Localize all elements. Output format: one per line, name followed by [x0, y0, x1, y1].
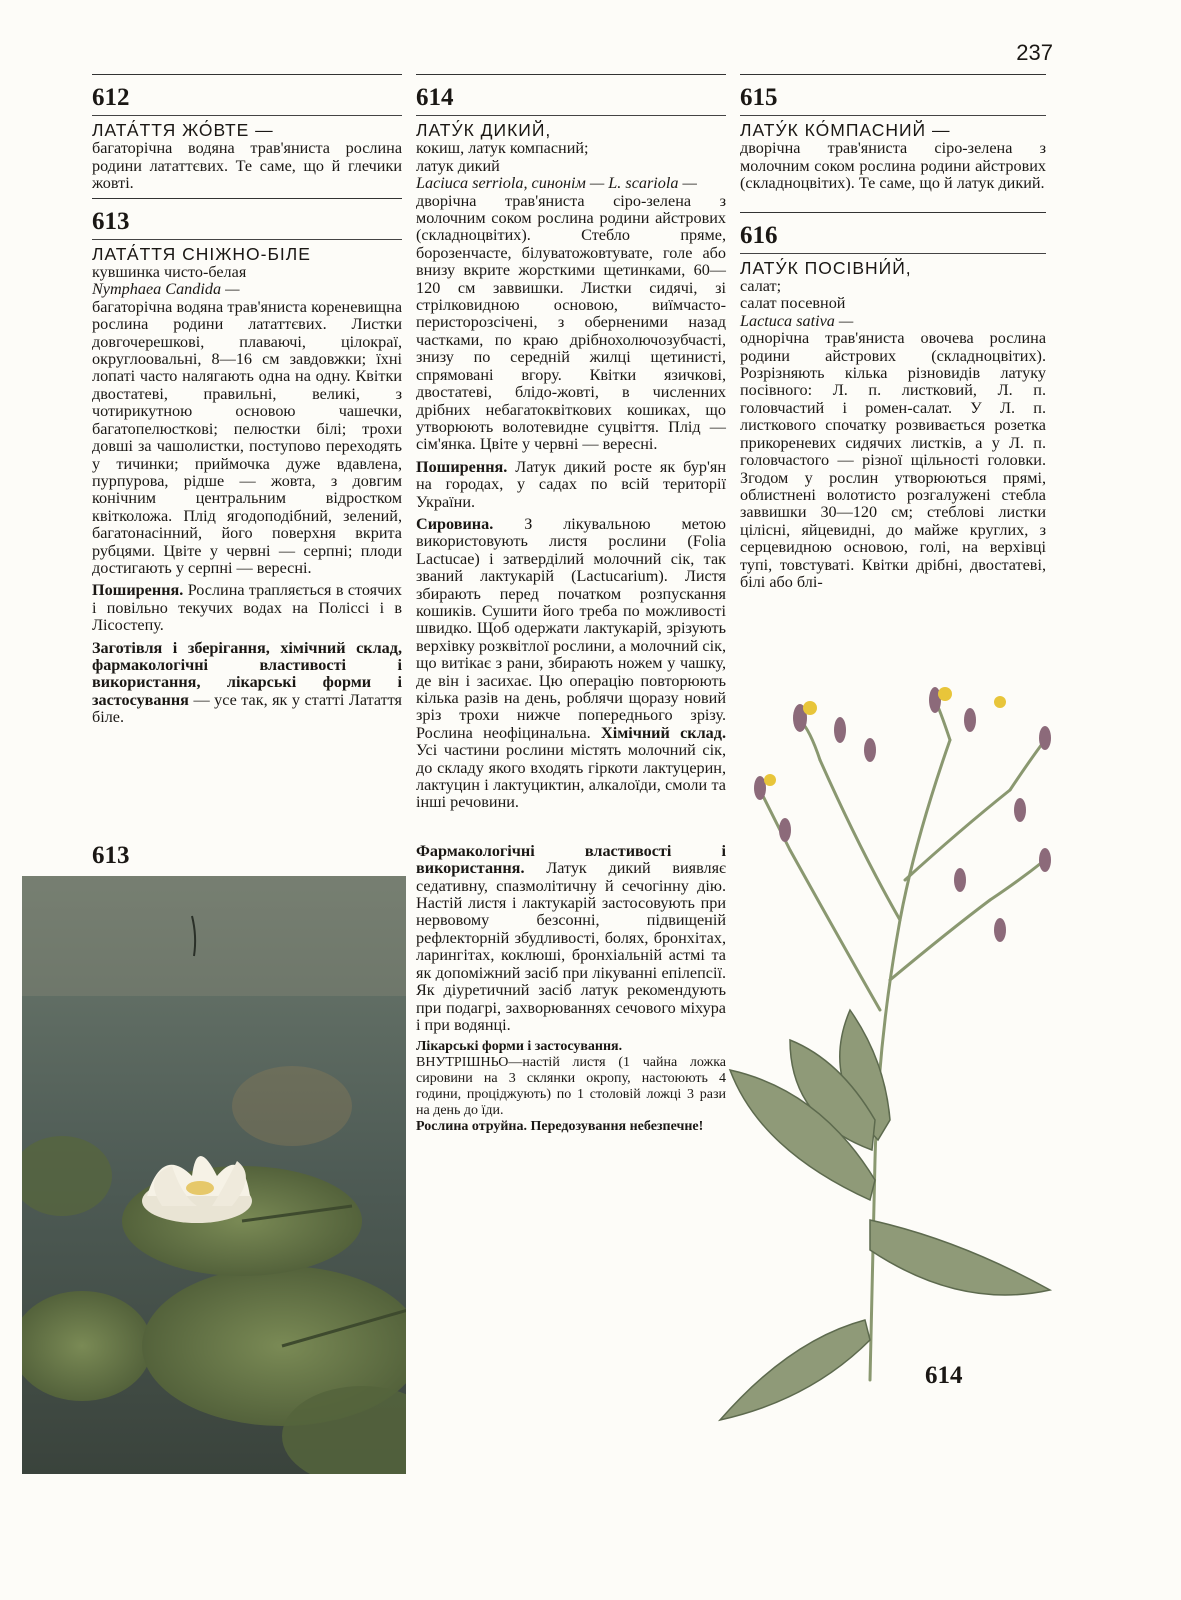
entry-number: 616 — [740, 221, 778, 249]
synonym: кувшинка чисто-белая — [92, 263, 247, 282]
synonym: салат; — [740, 277, 782, 296]
divider — [92, 115, 402, 116]
column-2 — [416, 70, 726, 1140]
entry-body: дворічна трав'яниста сіро-зелена з молочним соком рослина родини айстрових (складноцвітих). Стебло пряме, борозенчасте, білуватожовтувате, голе або внизу вкрите жорсткими щетинками, 60—120 см заввишки. Листки сидячі, зі стрілковидною основою, виїмчасто-перисторозсічені, з оберненими назад частками, по краю дрібнохолючозубчасті, знизу по середній жилці щетинисті, спрямовані вгору. Квітки язичкові, двостатеві, блідо-жовті, в численних дрібних небагатоквіткових кошиках, що утворюють волотевидне суцвіття. Плід — сім'янка. Цвіте у червні — вересні. — [416, 191, 726, 454]
spread-text: Латук дикий росте як бур'ян на городах, у садах по всій території України. — [416, 457, 726, 511]
divider — [740, 212, 1046, 213]
spread-text: Рослина трапляється в стоячих і повільно текучих водах на Поліссі і в Лісостепу. — [92, 581, 402, 635]
prep-paragraph — [92, 640, 402, 727]
entry-body: однорічна трав'яниста овочева рослина родини айстрових (складноцвітих). Розрізняють кілька різновидів латуку посівного: Л. п. листковий, Л. п. головчастий і ромен-салат. У Л. п. листкового спочатку розвивається розетка прикореневих сидячих листків, а у Л. п. головчастого — різної щільності головки. Згодом у рослин утворюються прямі, облистнені волотисто розгалужені стебла заввишки 30—120 см; стеблові листки цілісні, яйцевидні, до майже круглих, з серцевидною основою, голі, на верхівці тупі, товстуваті. Квітки дрібні, двостатеві, білі або блі- — [740, 329, 1046, 591]
entry-title: ЛАТУ́К КО́МПАСНИЙ — — [740, 120, 951, 140]
divider — [416, 115, 726, 116]
lettuce-leaves — [720, 1010, 1050, 1420]
dosage-paragraph — [416, 1039, 726, 1135]
spread-paragraph — [416, 459, 726, 511]
yellow-flowers — [764, 687, 1006, 786]
entry-body: багаторічна водяна трав'яниста кореневищна рослина родини лататтєвих. Листки довгочерешкові, плаваючі, цілокраї, округлоовальні, 8—16 см завдовжки; їхні лопаті часто налягають одна на одну. Квітки двостатеві, правильні, великі, з чотирикутною основою чашечки, багатопелюсткові; пелюстки білі; трохи довші за чашолистки, поступово переходять у тичинки; приймочка дуже вдавлена, пурпурова, рідше — жовта, з довгим конічним центральним відростком квітколожа. Плід ягодоподібний, зелений, багатонасінний, його поверхня вкрита рубцями. Цвіте у червні — серпні; плоди достигають у серпні — вересні. — [92, 297, 402, 577]
latin-name: Laciuca serriola, синонім — L. scariola — — [416, 174, 697, 193]
raw-material-paragraph — [416, 516, 726, 812]
entry-number: 615 — [740, 84, 778, 111]
entry-title: ЛАТА́ТТЯ СНІЖНО-БІЛЕ — [92, 243, 311, 264]
figure-caption-614: 614 — [925, 1362, 963, 1389]
spread-label: Поширення. — [92, 581, 184, 600]
entry-body: багаторічна водяна трав'яниста рослина родини лататтєвих. Те саме, що й глечики жовті. — [92, 139, 402, 193]
water-lily-photo — [22, 876, 406, 1474]
divider — [740, 253, 1046, 254]
column-3 — [740, 70, 1046, 596]
entry-title: ЛАТУ́К ПОСІВНИ́Й, — [740, 257, 912, 278]
prep-label: Заготівля і зберігання, хімічний склад, фармакологічні властивості і використання, лікарські форми і застосування — [92, 638, 402, 709]
warning-text: Рослина отруйна. Передозування небезпечне! — [416, 1119, 704, 1135]
synonym: латук дикий — [416, 156, 500, 175]
synonym: салат посевной — [740, 294, 846, 313]
spread-paragraph — [92, 582, 402, 634]
divider — [740, 115, 1046, 116]
chemistry-label: Хімічний склад. — [601, 723, 727, 742]
spread-label: Поширення. — [416, 457, 508, 476]
divider — [92, 198, 402, 199]
prep-text: — усе так, як у статті Латаття біле. — [92, 690, 403, 727]
raw-material-text: З лікувальною метою використовують листя рослини (Folia Lactucae) і затверділий молочний сік, так званий лактукарій (Lactucarium). Листя збирають перед початком розпускання кошиків. Сушити його треба по можливості швидко. Щоб одержати лактукарій, зрізують верхівку розквітлої рослини, а молочний сік, що витікає з рани, збирають ножем у чашку, де він і засихає. Цю операцію повторюють кілька разів на день, роблячи щоразу новий зріз трохи нижче попереднього зрізу. Рослина неофіцинальна. — [416, 514, 726, 742]
entry-number: 614 — [416, 84, 454, 111]
column-1 — [92, 70, 402, 732]
latin-name: Lactuca sativa — — [740, 311, 854, 330]
divider — [416, 74, 726, 75]
divider — [92, 239, 402, 240]
divider — [92, 74, 402, 75]
entry-body: дворічна трав'яниста сіро-зелена з молочним соком рослина родини айстрових (складноцвітих). Те саме, що й латук дикий. — [740, 139, 1046, 193]
synonym: кокиш, латук компасний; — [416, 139, 589, 158]
page-number: 237 — [1016, 40, 1053, 65]
pharmacology-paragraph — [416, 843, 726, 1034]
wild-lettuce-illustration — [700, 680, 1070, 1440]
entry-title: ЛАТУ́К ДИКИЙ, — [416, 120, 552, 140]
entry-number: 612 — [92, 84, 130, 111]
entry-title: ЛАТА́ТТЯ ЖО́ВТЕ — — [92, 120, 274, 140]
dosage-label: Лікарські форми і застосування. — [416, 1039, 623, 1055]
raw-material-label: Сировина. — [416, 514, 494, 533]
latin-name: Nymphaea Candida — — [92, 280, 240, 299]
chemistry-text: Усі частини рослини містять молочний сік, до складу якого входять гіркоти лактуцерин, лактуцин і лактуциктин, алкалоїди, смоли та інші речовини. — [416, 741, 726, 812]
figure-caption-613: 613 — [92, 842, 130, 869]
pharmacology-text: Латук дикий виявляє седативну, спазмолітичну й сечогінну дію. Настій листя і лактукарій застосовують при нервовому безсонні, підвищеній рефлекторній збудливості, болях, бронхітах, ларингітах, коклюші, бронхіальній астмі та як допоміжний засіб при лікуванні епілепсії. Як діуретичний засіб латук рекомендують при подагрі, захворюваннях сечового міхура і при водянці. — [416, 859, 726, 1034]
dosage-text: ВНУТРІШНЬО—настій листя (1 чайна ложка сировини на 3 склянки окропу, настоюють 4 години, проціджують) по 1 столовій ложці 3 рази на день до їди. — [416, 1055, 726, 1119]
pharmacology-label: Фармакологічні властивості і використання. — [416, 841, 726, 878]
divider — [740, 74, 1046, 75]
entry-number: 613 — [92, 207, 130, 235]
